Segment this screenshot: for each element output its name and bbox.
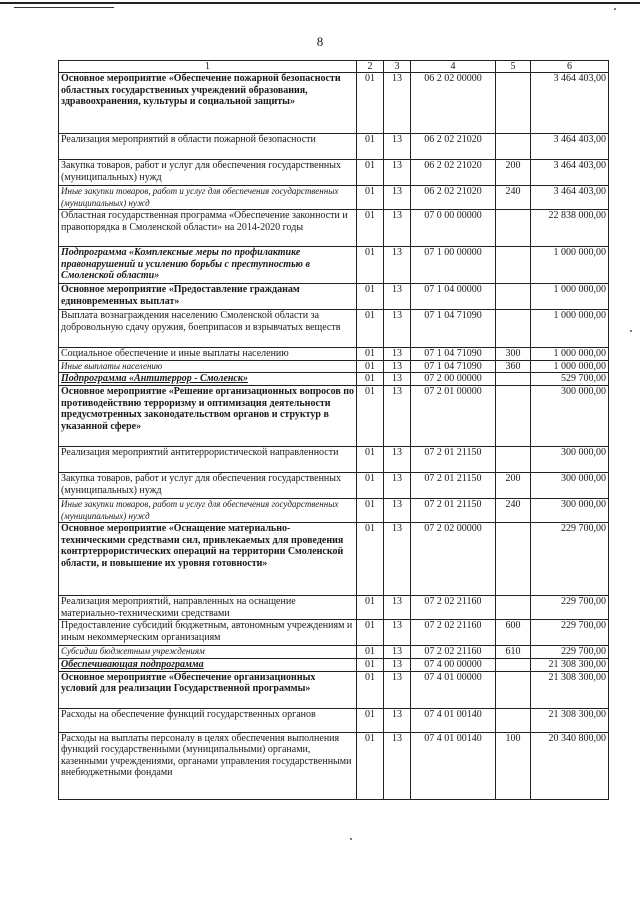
header-col-3: 3	[384, 61, 411, 73]
budget-table	[58, 60, 609, 800]
row-value-cell-3: 13	[384, 446, 411, 472]
row-value-cell-4: 07 2 01 21150	[411, 446, 496, 472]
row-value-cell-4: 07 2 01 21150	[411, 472, 496, 498]
table-row	[59, 646, 609, 659]
row-value-cell-6: 300 000,00	[531, 498, 609, 522]
row-value-cell-2: 01	[357, 210, 384, 247]
row-value-cell-3: 13	[384, 373, 411, 386]
row-value-cell-6: 3 464 403,00	[531, 186, 609, 210]
row-value-cell-4: 07 4 01 00140	[411, 732, 496, 799]
row-value-cell-5	[496, 671, 531, 708]
row-value-cell-5	[496, 134, 531, 160]
header-col-2: 2	[357, 61, 384, 73]
row-value-cell-5	[496, 310, 531, 348]
row-value-cell-4: 07 1 04 00000	[411, 284, 496, 310]
row-value-cell-6: 1 000 000,00	[531, 348, 609, 361]
row-value-cell-5: 100	[496, 732, 531, 799]
row-value-cell-4: 07 2 01 21150	[411, 498, 496, 522]
table-row	[59, 620, 609, 646]
table-header	[59, 61, 609, 73]
row-value-cell-3: 13	[384, 708, 411, 732]
row-value-cell-3: 13	[384, 523, 411, 596]
row-value-cell-6: 1 000 000,00	[531, 284, 609, 310]
table-row	[59, 658, 609, 671]
top-border-mark	[14, 7, 114, 8]
row-value-cell-2: 01	[357, 472, 384, 498]
row-value-cell-4: 06 2 02 21020	[411, 134, 496, 160]
table-row	[59, 732, 609, 799]
row-value-cell-4: 06 2 02 21020	[411, 160, 496, 186]
row-name-cell: Иные закупки товаров, работ и услуг для обеспечения государственных (муниципальных) нужд	[59, 186, 357, 210]
table-row	[59, 186, 609, 210]
row-value-cell-4: 07 4 00 00000	[411, 658, 496, 671]
row-value-cell-5: 610	[496, 646, 531, 659]
row-value-cell-5	[496, 373, 531, 386]
row-name-cell: Социальное обеспечение и иные выплаты населению	[59, 348, 357, 361]
row-value-cell-5	[496, 446, 531, 472]
row-value-cell-5: 600	[496, 620, 531, 646]
row-value-cell-6: 300 000,00	[531, 385, 609, 446]
row-value-cell-5	[496, 596, 531, 620]
row-value-cell-4: 07 1 04 71090	[411, 348, 496, 361]
row-value-cell-5	[496, 658, 531, 671]
row-value-cell-2: 01	[357, 732, 384, 799]
row-value-cell-3: 13	[384, 160, 411, 186]
top-border-line	[0, 2, 640, 4]
row-value-cell-3: 13	[384, 596, 411, 620]
row-value-cell-2: 01	[357, 385, 384, 446]
row-value-cell-5: 240	[496, 186, 531, 210]
row-value-cell-5: 360	[496, 360, 531, 373]
row-name-cell: Расходы на обеспечение функций государственных органов	[59, 708, 357, 732]
row-value-cell-5	[496, 385, 531, 446]
row-value-cell-3: 13	[384, 348, 411, 361]
row-value-cell-5	[496, 210, 531, 247]
row-value-cell-4: 07 4 01 00000	[411, 671, 496, 708]
row-name-cell: Областная государственная программа «Обеспечение законности и правопорядка в Смоленской области» на 2014-2020 годы	[59, 210, 357, 247]
table-row	[59, 348, 609, 361]
table-row	[59, 671, 609, 708]
row-value-cell-2: 01	[357, 348, 384, 361]
row-value-cell-3: 13	[384, 658, 411, 671]
row-value-cell-3: 13	[384, 210, 411, 247]
row-name-cell: Закупка товаров, работ и услуг для обеспечения государственных (муниципальных) нужд	[59, 472, 357, 498]
row-value-cell-6: 300 000,00	[531, 472, 609, 498]
row-name-cell: Закупка товаров, работ и услуг для обеспечения государственных (муниципальных) нужд	[59, 160, 357, 186]
row-value-cell-6: 3 464 403,00	[531, 160, 609, 186]
scan-speck	[350, 838, 352, 840]
row-value-cell-3: 13	[384, 310, 411, 348]
row-value-cell-6: 21 308 300,00	[531, 708, 609, 732]
row-value-cell-5	[496, 73, 531, 134]
row-value-cell-3: 13	[384, 732, 411, 799]
header-col-4: 4	[411, 61, 496, 73]
row-value-cell-6: 229 700,00	[531, 646, 609, 659]
table-row	[59, 73, 609, 134]
row-value-cell-6: 300 000,00	[531, 446, 609, 472]
row-name-cell: Обеспечивающая подпрограмма	[59, 658, 357, 671]
row-name-cell: Выплата вознаграждения населению Смоленской области за добровольную сдачу оружия, боеприпасов и взрывчатых веществ	[59, 310, 357, 348]
table-row	[59, 310, 609, 348]
row-value-cell-2: 01	[357, 73, 384, 134]
row-value-cell-2: 01	[357, 708, 384, 732]
table-row	[59, 523, 609, 596]
row-name-cell: Основное мероприятие «Обеспечение организационных условий для реализации Государственной программы»	[59, 671, 357, 708]
row-name-cell: Основное мероприятие «Решение организационных вопросов по противодействию терроризму и оптимизация деятельности предусмотренных законодательством органов и структур в указанной сфере»	[59, 385, 357, 446]
row-value-cell-2: 01	[357, 620, 384, 646]
row-value-cell-6: 21 308 300,00	[531, 671, 609, 708]
row-name-cell: Субсидии бюджетным учреждениям	[59, 646, 357, 659]
row-value-cell-2: 01	[357, 658, 384, 671]
row-value-cell-6: 229 700,00	[531, 620, 609, 646]
table-row	[59, 708, 609, 732]
row-value-cell-5: 240	[496, 498, 531, 522]
row-name-cell: Реализация мероприятий, направленных на оснащение материально-техническими средствами	[59, 596, 357, 620]
row-value-cell-2: 01	[357, 498, 384, 522]
row-value-cell-2: 01	[357, 596, 384, 620]
row-value-cell-5	[496, 247, 531, 284]
row-value-cell-6: 1 000 000,00	[531, 360, 609, 373]
row-value-cell-2: 01	[357, 373, 384, 386]
row-value-cell-3: 13	[384, 73, 411, 134]
row-value-cell-3: 13	[384, 385, 411, 446]
row-value-cell-6: 21 308 300,00	[531, 658, 609, 671]
row-value-cell-4: 07 4 01 00140	[411, 708, 496, 732]
row-name-cell: Предоставление субсидий бюджетным, автономным учреждениям и иным некоммерческим организациям	[59, 620, 357, 646]
header-col-6: 6	[531, 61, 609, 73]
table-row	[59, 360, 609, 373]
row-value-cell-4: 07 2 02 00000	[411, 523, 496, 596]
row-value-cell-6: 3 464 403,00	[531, 134, 609, 160]
row-value-cell-4: 06 2 02 21020	[411, 186, 496, 210]
row-name-cell: Подпрограмма «Антитеррор - Смоленск»	[59, 373, 357, 386]
row-value-cell-2: 01	[357, 360, 384, 373]
row-value-cell-6: 22 838 000,00	[531, 210, 609, 247]
table-row	[59, 446, 609, 472]
table-row	[59, 596, 609, 620]
row-value-cell-3: 13	[384, 671, 411, 708]
scan-speck	[630, 330, 632, 332]
row-value-cell-4: 06 2 02 00000	[411, 73, 496, 134]
row-value-cell-5: 300	[496, 348, 531, 361]
row-name-cell: Иные выплаты населению	[59, 360, 357, 373]
row-name-cell: Реализация мероприятий в области пожарной безопасности	[59, 134, 357, 160]
row-name-cell: Реализация мероприятий антитеррористической направленности	[59, 446, 357, 472]
row-name-cell: Иные закупки товаров, работ и услуг для обеспечения государственных (муниципальных) нужд	[59, 498, 357, 522]
row-name-cell: Основное мероприятие «Оснащение материально-техническими средствами сил, привлекаемых для проведения контртеррористических операций на территории Смоленской области, и повышение их уровня готовности»	[59, 523, 357, 596]
row-value-cell-4: 07 1 04 71090	[411, 310, 496, 348]
row-value-cell-5	[496, 284, 531, 310]
row-value-cell-3: 13	[384, 247, 411, 284]
row-value-cell-6: 229 700,00	[531, 596, 609, 620]
row-value-cell-3: 13	[384, 620, 411, 646]
row-value-cell-3: 13	[384, 134, 411, 160]
row-name-cell: Расходы на выплаты персоналу в целях обеспечения выполнения функций государственными (муниципальными) органами, казенными учреждениями, органами управления государственными внебюджетными фондами	[59, 732, 357, 799]
row-name-cell: Основное мероприятие «Обеспечение пожарной безопасности областных государственных учреждений образования, здравоохранения, культуры и социальной защиты»	[59, 73, 357, 134]
table-row	[59, 373, 609, 386]
row-value-cell-3: 13	[384, 472, 411, 498]
row-name-cell: Основное мероприятие «Предоставление гражданам единовременных выплат»	[59, 284, 357, 310]
row-value-cell-2: 01	[357, 671, 384, 708]
header-col-1: 1	[59, 61, 357, 73]
row-value-cell-3: 13	[384, 186, 411, 210]
row-value-cell-4: 07 1 00 00000	[411, 247, 496, 284]
table-row	[59, 498, 609, 522]
row-value-cell-3: 13	[384, 360, 411, 373]
row-value-cell-4: 07 2 02 21160	[411, 596, 496, 620]
row-value-cell-3: 13	[384, 646, 411, 659]
row-value-cell-5: 200	[496, 472, 531, 498]
header-col-5: 5	[496, 61, 531, 73]
row-value-cell-4: 07 2 00 00000	[411, 373, 496, 386]
row-value-cell-4: 07 1 04 71090	[411, 360, 496, 373]
row-value-cell-3: 13	[384, 284, 411, 310]
row-value-cell-5	[496, 523, 531, 596]
row-value-cell-4: 07 2 01 00000	[411, 385, 496, 446]
table-row	[59, 160, 609, 186]
row-value-cell-5: 200	[496, 160, 531, 186]
table-row	[59, 134, 609, 160]
table-body	[59, 73, 609, 800]
row-value-cell-2: 01	[357, 523, 384, 596]
row-value-cell-6: 20 340 800,00	[531, 732, 609, 799]
row-value-cell-2: 01	[357, 646, 384, 659]
table-row	[59, 247, 609, 284]
row-value-cell-4: 07 0 00 00000	[411, 210, 496, 247]
header-row	[59, 61, 609, 73]
row-value-cell-5	[496, 708, 531, 732]
row-value-cell-6: 1 000 000,00	[531, 310, 609, 348]
row-value-cell-2: 01	[357, 446, 384, 472]
table-row	[59, 210, 609, 247]
row-value-cell-6: 3 464 403,00	[531, 73, 609, 134]
row-value-cell-2: 01	[357, 160, 384, 186]
row-value-cell-2: 01	[357, 284, 384, 310]
row-value-cell-4: 07 2 02 21160	[411, 620, 496, 646]
table-row	[59, 385, 609, 446]
table-row	[59, 284, 609, 310]
row-value-cell-2: 01	[357, 310, 384, 348]
page-number: 8	[316, 34, 324, 49]
row-value-cell-4: 07 2 02 21160	[411, 646, 496, 659]
row-value-cell-3: 13	[384, 498, 411, 522]
table-row	[59, 472, 609, 498]
row-name-cell: Подпрограмма «Комплексные меры по профилактике правонарушений и усилению борьбы с преступностью в Смоленской области»	[59, 247, 357, 284]
row-value-cell-2: 01	[357, 134, 384, 160]
scan-speck	[614, 8, 616, 10]
row-value-cell-6: 1 000 000,00	[531, 247, 609, 284]
row-value-cell-6: 529 700,00	[531, 373, 609, 386]
row-value-cell-6: 229 700,00	[531, 523, 609, 596]
row-value-cell-2: 01	[357, 186, 384, 210]
row-value-cell-2: 01	[357, 247, 384, 284]
